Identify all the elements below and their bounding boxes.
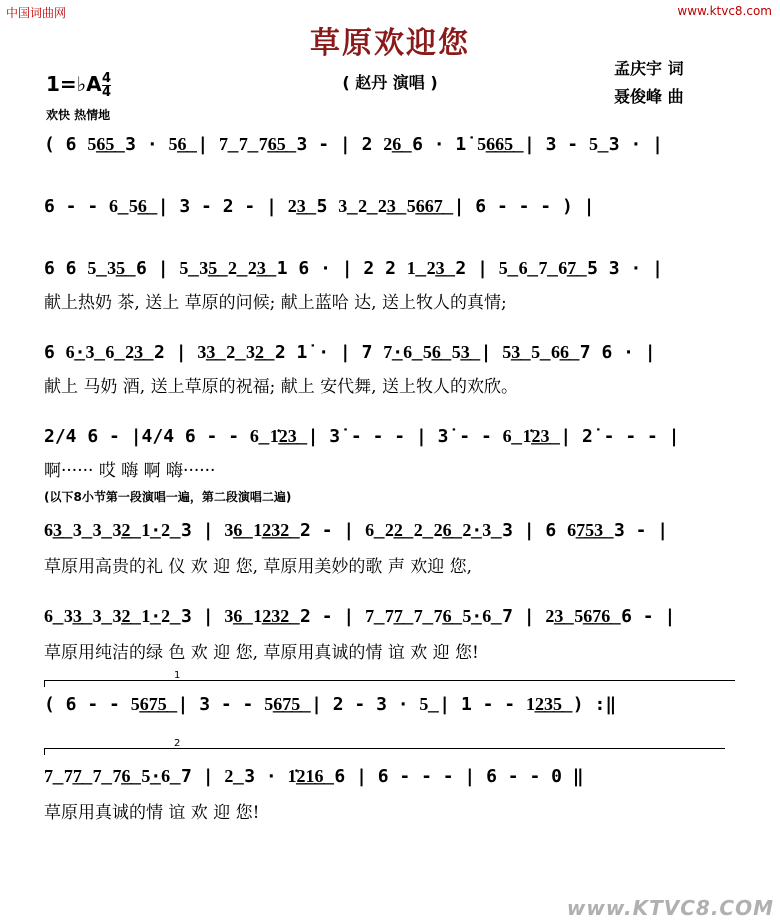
song-title: 草原欢迎您 xyxy=(310,26,470,61)
time-denominator: 4 xyxy=(102,85,112,100)
time-signature xyxy=(102,72,111,99)
score-row-7-lyrics: 草原用纯洁的绿 色 欢 迎 您, 草原用真诚的情 谊 欢 迎 您! xyxy=(44,643,479,663)
score-row-4-lyrics: 献上 马奶 酒, 送上草原的祝福; 献上 安代舞, 送上牧人的欢欣。 xyxy=(44,377,518,397)
section-repeat-note: (以下8小节第一段演唱一遍，第二段演唱二遍) xyxy=(44,490,292,504)
singer-credit: ( 赵丹 演唱 ) xyxy=(342,73,438,92)
score-row-7-notes: 6͟ 3͟3͟ 3͟ 3͟2͟ 1͟·2͟ 3 | 3͟6͟ 1͟2͟3͟2͟ 2 - | 7͟ 7͟7͟ 7͟ 7͟6͟ 5͟·6͟ 7 | 2͟3͟ 5͟6͟7͟6͟ 6 - | xyxy=(44,606,676,627)
watermark-logo: www.KTVC8.COM xyxy=(566,896,774,920)
score-row-3-lyrics: 献上热奶 茶, 送上 草原的问候; 献上蓝哈 达, 送上牧人的真情; xyxy=(44,293,507,313)
score-row-9-notes: 7͟ 7͟7͟ 7͟ 7͟6͟ 5͟·6͟ 7 | 2͟ 3 · 1̇͟2͟1͟6͟ 6 | 6 - - - | 6 - - 0 ‖ xyxy=(44,766,584,787)
tempo-marking: 欢快 热情地 xyxy=(46,108,111,122)
score-row-5-notes: 2/4 6 - |4/4 6 - - 6͟ 1̇͟2͟3͟ | 3̇ - - - | 3̇ - - 6͟ 1̇͟2͟3͟ | 2̇ - - - | xyxy=(44,426,680,447)
score-row-6-lyrics: 草原用高贵的礼 仪 欢 迎 您, 草原用美妙的歌 声 欢迎 您, xyxy=(44,557,473,577)
volta-label-1: 1 xyxy=(174,670,181,681)
volta-label-2: 2 xyxy=(174,738,181,749)
lyricist-credit: 孟庆宇 词 xyxy=(614,59,684,78)
score-row-5-lyrics: 啊······ 哎 嗨 啊 嗨······ xyxy=(44,461,216,481)
time-numerator: 4 xyxy=(102,71,112,86)
score-row-3-notes: 6 6 5͟ 3͟5͟ 6 | 5͟ 3͟5͟ 2͟ 2͟3͟ 1 6 · | 2 2 1͟ 2͟3͟ 2 | 5͟ 6͟ 7͟ 6͟7͟ 5 3 · | xyxy=(44,258,663,279)
score-row-8-notes: ( 6 - - 5͟6͟7͟5͟ | 3 - - 5͟6͟7͟5͟ | 2 - 3 · 5͟ | 1 - - 1͟2͟3͟5͟ ) :‖ xyxy=(44,694,617,715)
volta-bracket-2 xyxy=(44,748,725,755)
score-row-1-notes: ( 6 5͟6͟5͟ 3 · 5͟6͟ | 7͟ 7͟ 7͟6͟5͟ 3 - | 2 2͟6͟ 6 · 1̇ 5͟6͟6͟5͟ | 3 - 5͟ 3 · | xyxy=(44,134,663,155)
score-row-2-notes: 6 - - 6͟ 5͟6͟ | 3 - 2 - | 2͟3͟ 5 3͟ 2͟ 2͟3͟ 5͟6͟6͟7͟ | 6 - - - ) | xyxy=(44,196,595,217)
site-url-right[interactable]: www.ktvc8.com xyxy=(677,4,772,18)
site-name-left[interactable]: 中国词曲网 xyxy=(6,6,67,20)
composer-credit: 聂俊峰 曲 xyxy=(614,87,684,106)
key-signature: 1=♭A xyxy=(46,72,102,96)
volta-bracket-1 xyxy=(44,680,735,687)
score-row-4-notes: 6 6͟·3͟ 6͟ 2͟3͟ 2 | 3͟3͟ 2͟ 3͟2͟ 2 1̇ · | 7 7͟·6͟ 5͟6͟ 5͟3͟ | 5͟3͟ 5͟ 6͟6͟ 7 6 · | xyxy=(44,342,656,363)
score-row-9-lyrics: 草原用真诚的情 谊 欢 迎 您! xyxy=(44,803,260,823)
score-row-6-notes: 6͟3͟ 3͟ 3͟ 3͟2͟ 1͟·2͟ 3 | 3͟6͟ 1͟2͟3͟2͟ 2 - | 6͟ 2͟2͟ 2͟ 2͟6͟ 2͟·3͟ 3 | 6 6͟7͟5͟3͟ 3 - | xyxy=(44,520,669,541)
